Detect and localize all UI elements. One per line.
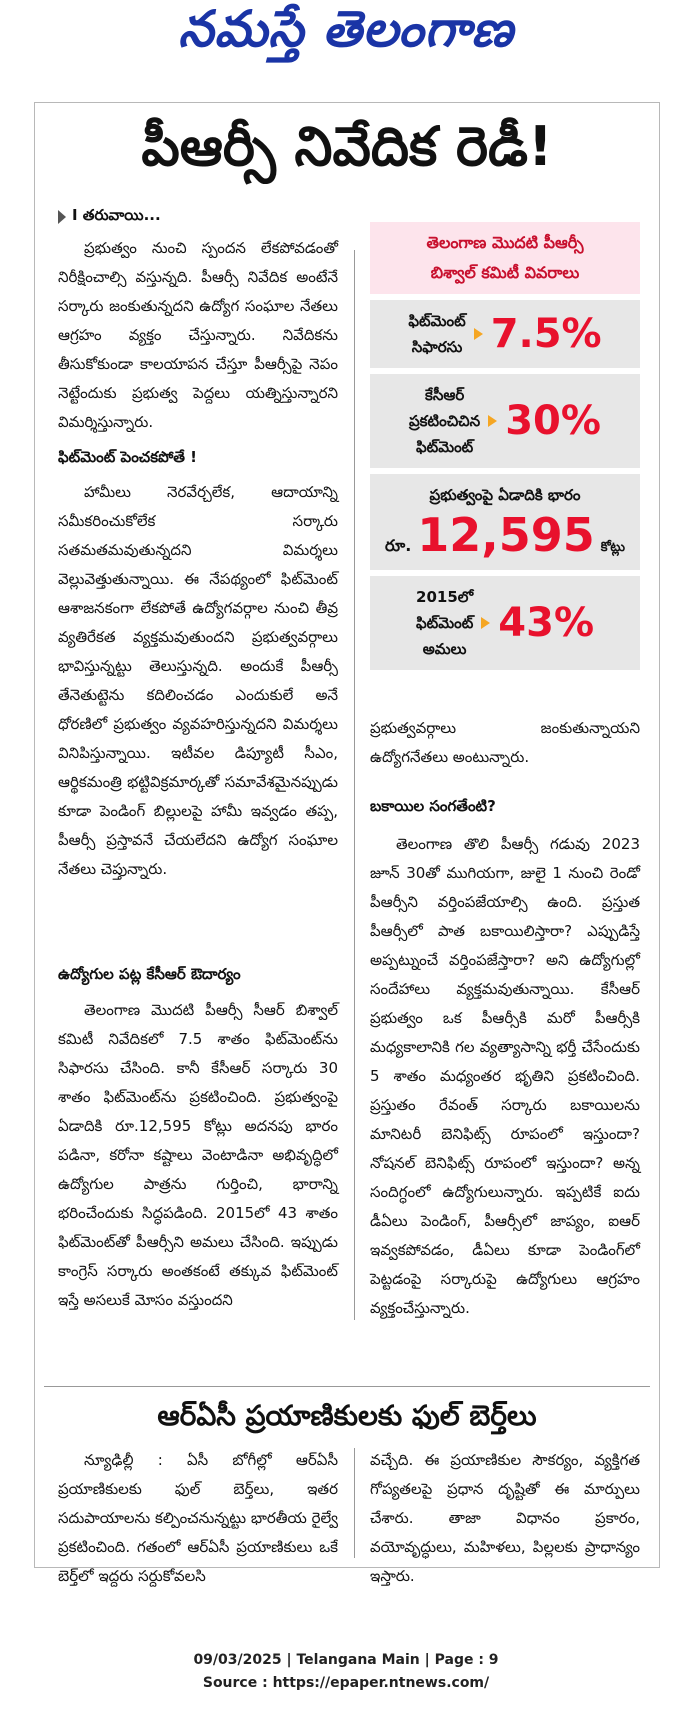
stat-2015-fitment <box>370 576 640 670</box>
stat-label-line: ఫిట్‌మెంట్ <box>408 312 466 330</box>
stat-burden-value <box>376 508 634 562</box>
masthead-logo <box>0 0 692 66</box>
second-story-right <box>370 1446 640 1591</box>
info-box <box>370 222 640 670</box>
paragraph: హామీలు నెరవేర్చలేక, ఆదాయాన్ని సమీకరించుకోలేక సర్కారు సతమతమవుతున్నదని విమర్శలు వెల్లువెత్తుతున్నాయి. ఈ నేపథ్యంలో ఫిట్‌మెంట్ ఆశాజనకంగా లేకపోతే ఉద్యోగవర్గాల నుంచి తీవ్ర వ్యతిరేకత వ్యక్తమవుతుందని ప్రభుత్వవర్గాలు భావిస్తున్నట్టు తెలుస్తున్నది. అందుకే పీఆర్సీ తేనెతుట్టెను కదిలించడం ఎందుకులే అనే ధోరణిలో ప్రభుత్వం వ్యవహరిస్తున్నదని విమర్శలు వినిపిస్తున్నాయి. ఇటీవల డిప్యూటీ సీఎం, ఆర్థికమంత్రి భట్టివిక్రమార్కతో సమావేశమైనప్పుడు కూడా పెండింగ్ బిల్లులపై హామీ ఇవ్వడం తప్ప, పీఆర్సీ ప్రస్తావనే చేయలేదని ఉద్యోగ సంఘాల నేతలు చెప్తున్నారు. <box>58 483 338 878</box>
paragraph: న్యూఢిల్లీ : ఏసీ బోగీల్లో ఆర్‌ఏసీ ప్రయాణికులకు ఫుల్ బెర్త్‌లు, ఇతర సదుపాయాలను కల్పించనున్నట్టు భారతీయ రైల్వే ప్రకటించింది. గతంలో ఆర్‌ఏసీ ప్రయాణికులు ఒకే బెర్త్‌లో ఇద్దరు సర్దుకోవలసి <box>58 1451 338 1585</box>
stat-label-line: 2015లో <box>416 588 474 606</box>
stat-label <box>416 584 473 662</box>
unit-suffix: కోట్లు <box>600 540 625 555</box>
stat-annual-burden <box>370 474 640 570</box>
chevron-right-icon <box>58 210 66 224</box>
footer-date-page: 09/03/2025 | Telangana Main | Page : 9 <box>193 1652 499 1668</box>
stat-recommended-fitment <box>370 300 640 368</box>
story-separator <box>44 1386 650 1387</box>
masthead-title: నమస్తే తెలంగాణ <box>178 0 514 58</box>
paragraph: ప్రభుత్వం నుంచి స్పందన లేకపోవడంతో నిరీక్షించాల్సి వస్తున్నది. పీఆర్సీ నివేదిక అంటేనే సర్కారు జంకుతున్నదని ఉద్యోగ సంఘాల నేతలు ఆగ్రహం వ్యక్తం చేస్తున్నారు. నివేదికను తీసుకోకుండా కాలయాపన చేస్తూ పీఆర్సీపై నెపం నెట్టేందుకు ప్రభుత్వ పెద్దలు యత్నిస్తున్నారని విమర్శిస్తున్నారు. <box>58 239 338 431</box>
second-story-headline: ఆర్‌ఏసీ ప్రయాణికులకు ఫుల్ బెర్త్‌లు <box>157 1399 537 1432</box>
stat-label-line: సిఫారసు <box>411 338 463 356</box>
subheading-fitment: ఫిట్‌మెంట్ పెంచకపోతే ! <box>58 448 198 466</box>
stat-label <box>409 382 480 460</box>
stat-label-line: అమలు <box>422 640 467 658</box>
left-column-intro <box>58 234 338 437</box>
stat-announced-fitment <box>370 374 640 468</box>
stat-label-line: ఫిట్‌మెంట్ <box>415 614 474 632</box>
paragraph: తెలంగాణ మొదటి పీఆర్సీ సీఆర్ బిశ్వాల్ కమిటీ నివేదికలో 7.5 శాతం ఫిట్‌మెంట్‌ను సిఫారసు చేసింది. కానీ కేసీఆర్ సర్కారు 30 శాతం ఫిట్‌మెంట్‌ను ప్రకటించింది. ప్రభుత్వంపై ఏడాదికి రూ.12,595 కోట్లు అదనపు భారం పడినా, కరోనా కష్టాలు వెంటాడినా అభివృద్ధిలో ఉద్యోగుల పాత్రను గుర్తించి, భారాన్ని భరించేందుకు సిద్ధపడింది. 2015లో 43 శాతం ఫిట్‌మెంట్‌తో పీఆర్సీని అమలు చేసింది. ఇప్పుడు కాంగ్రెస్ సర్కారు అంతకంటే తక్కువ ఫిట్‌మెంట్ ఇస్తే అసలుకే మోసం వస్తుందని <box>58 1001 338 1309</box>
paragraph: ప్రభుత్వవర్గాలు జంకుతున్నాయని ఉద్యోగనేతలు అంటున్నారు. <box>370 719 640 766</box>
stat-label-line: కేసీఆర్ <box>425 386 465 404</box>
stat-label <box>408 308 465 360</box>
left-column-body <box>58 478 338 884</box>
stat-label-line: ఫిట్‌మెంట్ <box>415 438 474 456</box>
info-box-title-line: తెలంగాణ మొదటి పీఆర్సీ <box>426 233 584 252</box>
paragraph: వచ్చేది. ఈ ప్రయాణికుల సౌకర్యం, వ్యక్తిగత గోప్యతలపై ప్రధాన దృష్టితో ఈ మార్పులు చేశారు. తాజా విధానం ప్రకారం, వయోవృద్ధులు, మహిళలు, పిల్లలకు ప్రాధాన్యం ఇస్తారు. <box>370 1451 640 1585</box>
left-column-kcr <box>58 996 338 1315</box>
subheading-arrears: బకాయిల సంగతేంటి? <box>370 797 496 815</box>
stat-label-line: ప్రకటించిచిన <box>409 412 481 430</box>
second-story-left <box>58 1446 338 1591</box>
column-divider <box>354 250 355 1320</box>
right-column-body <box>370 830 640 1323</box>
continued-label: I తరువాయి... <box>72 206 161 224</box>
stat-value: 30% <box>505 398 601 444</box>
stat-value: 7.5% <box>490 311 602 357</box>
article-headline: పీఆర్సీ నివేదిక రెడీ! <box>141 115 553 178</box>
right-column-intro <box>370 714 640 772</box>
currency-prefix: రూ. <box>385 536 412 555</box>
footer-source-link[interactable]: Source : https://epaper.ntnews.com/ <box>202 1675 490 1691</box>
arrow-right-icon <box>481 617 490 629</box>
stat-label: ప్రభుత్వంపై ఏడాదికి భారం <box>429 486 581 504</box>
column-divider <box>354 1448 355 1558</box>
info-box-title <box>370 222 640 294</box>
paragraph: తెలంగాణ తొలి పీఆర్సీ గడువు 2023 జూన్ 30తో ముగియగా, జులై 1 నుంచి రెండో పీఆర్సీని వర్తింపజేయాల్సి ఉంది. ప్రస్తుత పీఆర్సీలో పాత బకాయిలిస్తారా? ఎప్పుడిస్తే అప్పట్నుంచే వర్తింపజేస్తారా? అని ఉద్యోగుల్లో సందేహాలు వ్యక్తమవుతున్నాయి. కేసీఆర్ ప్రభుత్వం ఒక పీఆర్సీకి మరో పీఆర్సీకి మధ్యకాలానికి గల వ్యత్యాసాన్ని భర్తీ చేసేందుకు 5 శాతం మధ్యంతర భృతిని ప్రకటించింది. ప్రస్తుతం రేవంత్ సర్కారు బకాయిలను మానిటరీ బెనిఫిట్స్ రూపంలో ఇస్తుందా? నోషనల్ బెనిఫిట్స్ రూపంలో ఇస్తుందా? అన్న సందిగ్ధంలో ఉద్యోగులున్నారు. ఇప్పటికే ఐదు డీఏలు పెండింగ్, పీఆర్సీలో జాప్యం, ఐఆర్ ఇవ్వకపోవడం, డీఏలు కూడా పెండింగ్‌లో పెట్టడంపై సర్కారుపై ఉద్యోగులు ఆగ్రహం వ్యక్తంచేస్తున్నారు. <box>370 835 640 1317</box>
continued-marker <box>58 206 161 228</box>
stat-value: 43% <box>498 600 595 646</box>
stat-value: 12,595 <box>417 508 595 562</box>
info-box-title-line: బిశ్వాల్ కమిటీ వివరాలు <box>430 263 580 282</box>
arrow-right-icon <box>488 415 497 427</box>
subheading-kcr: ఉద్యోగుల పట్ల కేసీఆర్ ఔదార్యం <box>58 965 241 983</box>
arrow-right-icon <box>474 328 483 340</box>
